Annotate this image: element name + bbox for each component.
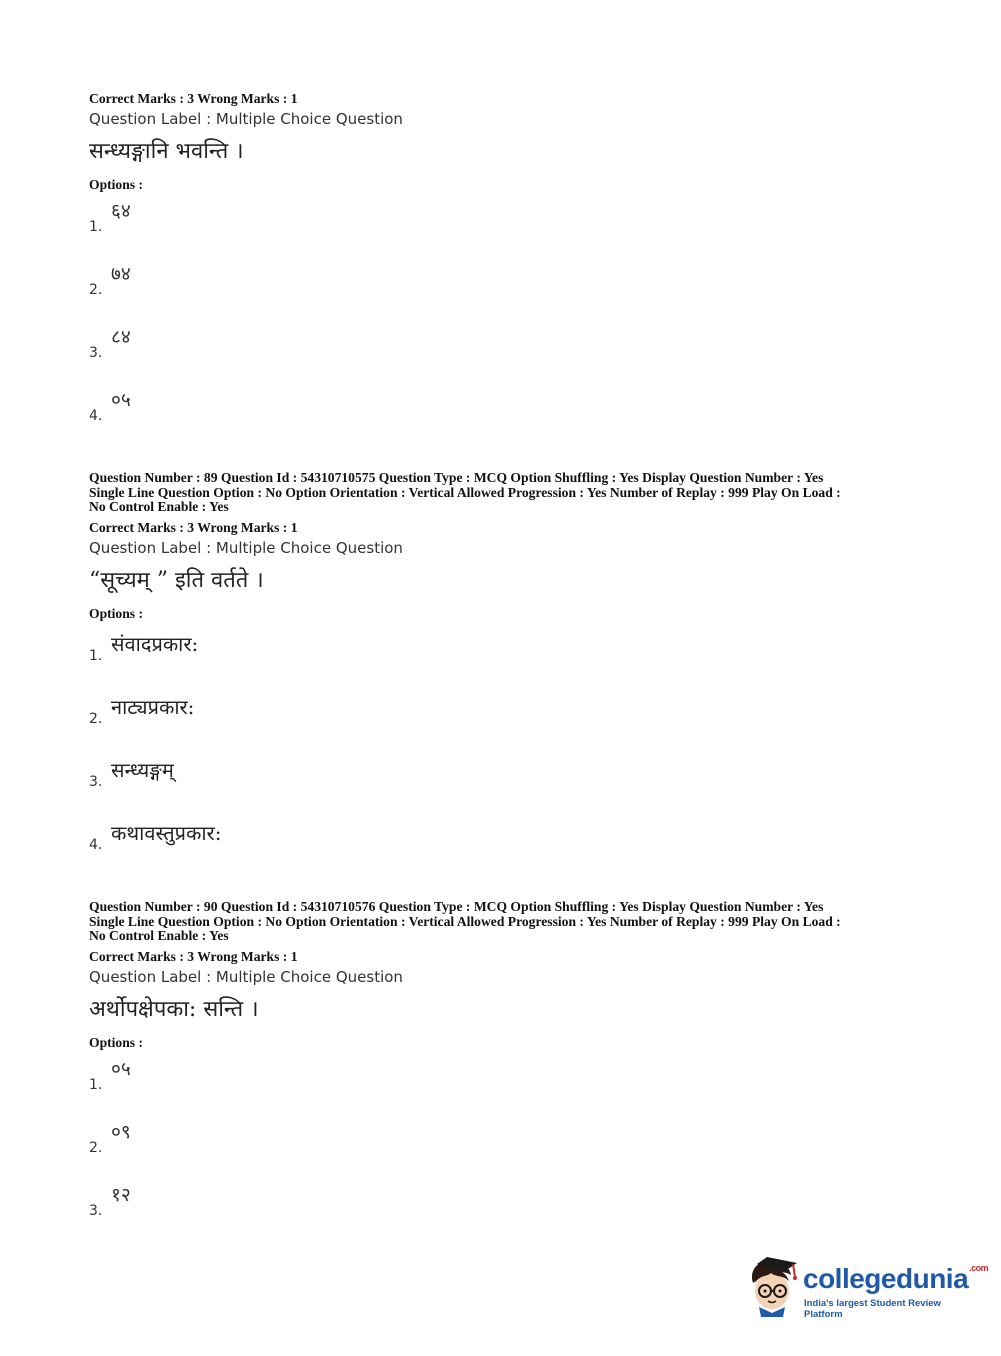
- option-number: 4.: [89, 836, 103, 853]
- question-meta-line-1: Question Number : 90 Question Id : 54310710576 Question Type : MCQ Option Shuffling : Yes Display Question Number : Yes: [89, 899, 824, 914]
- option-text: नाट्यप्रकार:: [111, 694, 195, 719]
- question-meta-line-2: Single Line Question Option : No Option Orientation : Vertical Allowed Progression : Yes Number of Replay : 999 Play On Load :: [89, 913, 841, 929]
- option-number: 3.: [89, 1202, 103, 1219]
- brand-tagline: India's largest Student Review Platform: [804, 1298, 941, 1320]
- options-title: Options :: [89, 605, 144, 621]
- option-2[interactable]: [89, 689, 929, 752]
- option-number: 1.: [89, 647, 103, 664]
- question-stem: “सूच्यम् ” इति वर्तते ।: [89, 567, 264, 593]
- marks-line: Correct Marks : 3 Wrong Marks : 1: [89, 948, 298, 964]
- option-number: 1.: [89, 219, 103, 235]
- option-text: १२: [111, 1183, 131, 1206]
- marks-line: Correct Marks : 3 Wrong Marks : 1: [89, 519, 298, 535]
- question-label: Question Label : Multiple Choice Question: [89, 110, 403, 128]
- question-stem: सन्ध्यङ्गानि भवन्ति ।: [89, 139, 244, 164]
- question-meta-line-3: No Control Enable : Yes: [89, 499, 229, 514]
- question-meta-line-3: No Control Enable : Yes: [89, 928, 229, 943]
- question-meta-line-1: Question Number : 89 Question Id : 54310710575 Question Type : MCQ Option Shuffling : Yes Display Question Number : Yes: [89, 470, 824, 485]
- option-text: ०५: [111, 389, 131, 411]
- option-text: ०९: [111, 1120, 131, 1143]
- brand-name-part-1: college: [803, 1263, 896, 1294]
- option-text: ७४: [111, 263, 131, 285]
- question-label: Question Label : Multiple Choice Question: [89, 538, 403, 557]
- question-88: [89, 91, 929, 449]
- option-number: 1.: [89, 1076, 103, 1093]
- option-number: 4.: [89, 408, 103, 424]
- option-text: सन्ध्यङ्गम्: [111, 757, 174, 782]
- option-3[interactable]: [89, 323, 929, 386]
- option-3[interactable]: [89, 752, 929, 815]
- option-number: 2.: [89, 1139, 103, 1156]
- question-89: [89, 471, 929, 878]
- brand-domain: .com: [969, 1263, 989, 1273]
- question-label: Question Label : Multiple Choice Question: [89, 967, 403, 986]
- question-meta-line-2: Single Line Question Option : No Option Orientation : Vertical Allowed Progression : Yes Number of Replay : 999 Play On Load :: [89, 484, 841, 500]
- options-title: Options :: [89, 1034, 144, 1050]
- collegedunia-logo: [745, 1253, 989, 1323]
- option-1[interactable]: [89, 626, 929, 689]
- option-text: ६४: [111, 200, 131, 222]
- option-number: 3.: [89, 773, 103, 790]
- option-1[interactable]: [89, 197, 929, 260]
- option-2[interactable]: [89, 260, 929, 323]
- option-1[interactable]: [89, 1055, 929, 1118]
- option-text: ०५: [111, 1057, 131, 1080]
- option-4[interactable]: [89, 815, 929, 878]
- option-number: 2.: [89, 710, 103, 727]
- question-stem: अर्थोपक्षेपका: सन्ति ।: [89, 996, 259, 1022]
- option-2[interactable]: [89, 1118, 929, 1181]
- marks-line: Correct Marks : 3 Wrong Marks : 1: [89, 91, 298, 106]
- option-3[interactable]: [89, 1181, 929, 1244]
- brand-name-part-2: dunia: [895, 1263, 969, 1294]
- option-4[interactable]: [89, 386, 929, 449]
- option-text: संवादप्रकार:: [111, 631, 199, 656]
- brand-name: [803, 1263, 988, 1295]
- question-90: [89, 900, 929, 1244]
- student-mascot-icon: [745, 1253, 803, 1319]
- option-number: 3.: [89, 345, 103, 361]
- option-text: कथावस्तुप्रकार:: [111, 820, 222, 845]
- option-text: ८४: [111, 326, 131, 348]
- options-title: Options :: [89, 177, 144, 192]
- option-number: 2.: [89, 282, 103, 298]
